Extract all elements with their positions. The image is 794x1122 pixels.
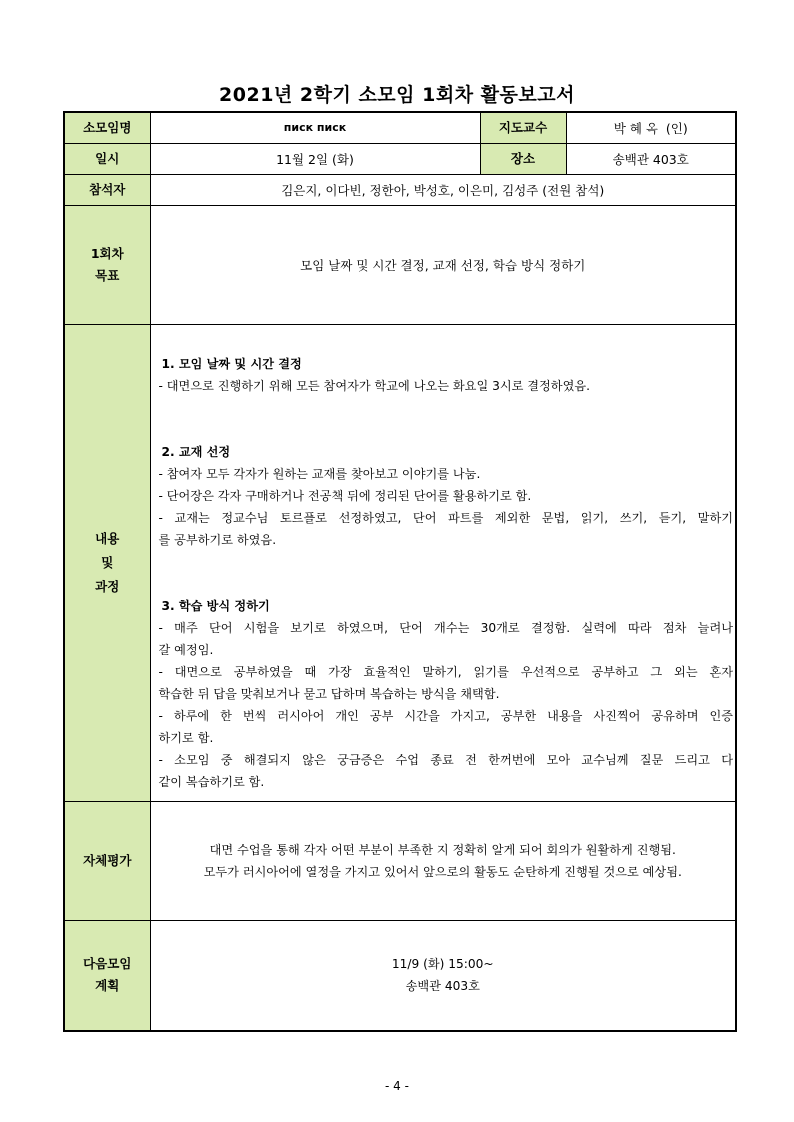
section-1-heading: 1. 모임 날짜 및 시간 결정 <box>161 356 302 371</box>
report-title: 2021년 2학기 소모임 1회차 활동보고서 <box>219 84 575 106</box>
section-3-line: 갈 예정임. <box>158 642 214 657</box>
attendees-value: 김은지, 이다빈, 정한아, 박성호, 이은미, 김성주 (전원 참석) <box>150 174 736 205</box>
row-date <box>64 143 736 174</box>
content-label-line2: 및 <box>101 554 114 570</box>
section-1-line: - 대면으로 진행하기 위해 모든 참여자가 학교에 나오는 화요일 3시로 결정하였음. <box>158 378 591 393</box>
section-3-line: - 하루에 한 번씩 러시아어 개인 공부 시간을 가지고, 공부한 내용을 사진찍어 공유하며 인증 <box>158 708 733 723</box>
place-label: 장소 <box>480 143 566 174</box>
next-meeting-line2: 송백관 403호 <box>405 979 480 994</box>
goal-label-line1: 1회차 <box>90 245 124 261</box>
next-meeting-label-line2: 계획 <box>95 978 120 994</box>
section-3-line: 하기로 함. <box>158 730 214 745</box>
row-next-meeting <box>64 920 736 1031</box>
evaluation-label: 자체평가 <box>64 801 150 920</box>
goal-label-line2: 목표 <box>95 267 120 283</box>
page-number: - 4 - <box>385 1079 409 1093</box>
next-meeting-label <box>64 920 150 1031</box>
section-3-line: 학습한 뒤 답을 맞춰보거나 묻고 답하며 복습하는 방식을 채택함. <box>158 686 500 701</box>
section-2-line: - 교재는 정교수님 토르플로 선정하였고, 단어 파트를 제외한 문법, 읽기, 쓰기, 듣기, 말하기 <box>158 510 733 525</box>
section-3-heading: 3. 학습 방식 정하기 <box>161 598 270 613</box>
section-3-line: - 매주 단어 시험을 보기로 하였으며, 단어 개수는 30개로 결정함. 실력에 따라 점차 늘려나 <box>158 620 733 635</box>
row-evaluation <box>64 801 736 920</box>
row-group-name <box>64 112 736 143</box>
section-3-line: - 대면으로 공부하였을 때 가장 효율적인 말하기, 읽기를 우선적으로 공부하고 그 외는 혼자 <box>158 664 733 679</box>
report-table <box>63 111 737 1032</box>
group-name-value: писк писк <box>150 112 480 143</box>
content-label <box>64 324 150 801</box>
content-label-line3: 과정 <box>95 578 120 594</box>
row-goal <box>64 205 736 324</box>
section-2-line: - 참여자 모두 각자가 원하는 교재를 찾아보고 이야기를 나눔. <box>158 466 481 481</box>
section-3-line: - 소모임 중 해결되지 않은 궁금증은 수업 종료 전 한꺼번에 모아 교수님께 질문 드리고 다 <box>158 752 733 767</box>
evaluation-body <box>150 801 736 920</box>
section-3-line: 같이 복습하기로 함. <box>158 774 265 789</box>
goal-value: 모임 날짜 및 시간 결정, 교재 선정, 학습 방식 정하기 <box>150 205 736 324</box>
group-name-label: 소모임명 <box>64 112 150 143</box>
next-meeting-line1: 11/9 (화) 15:00~ <box>391 957 494 972</box>
content-body <box>150 324 736 801</box>
place-value: 송백관 403호 <box>566 143 736 174</box>
row-content <box>64 324 736 801</box>
section-2-line: - 단어장은 각자 구매하거나 전공책 뒤에 정리된 단어를 활용하기로 함. <box>158 488 532 503</box>
advisor-label: 지도교수 <box>480 112 566 143</box>
section-2-heading: 2. 교재 선정 <box>161 444 231 459</box>
evaluation-line1: 대면 수업을 통해 각자 어떤 부분이 부족한 지 정확히 알게 되어 회의가 원활하게 진행됨. <box>209 842 676 857</box>
row-attendees <box>64 174 736 205</box>
content-label-line1: 내용 <box>95 530 120 546</box>
evaluation-line2: 모두가 러시아어에 열정을 가지고 있어서 앞으로의 활동도 순탄하게 진행될 것으로 예상됨. <box>203 864 682 879</box>
advisor-value: 박 혜 옥 (인) <box>566 112 736 143</box>
next-meeting-body <box>150 920 736 1031</box>
date-label: 일시 <box>64 143 150 174</box>
goal-label <box>64 205 150 324</box>
date-value: 11월 2일 (화) <box>150 143 480 174</box>
attendees-label: 참석자 <box>64 174 150 205</box>
section-2-line: 를 공부하기로 하였음. <box>158 532 277 547</box>
next-meeting-label-line1: 다음모임 <box>83 956 132 972</box>
